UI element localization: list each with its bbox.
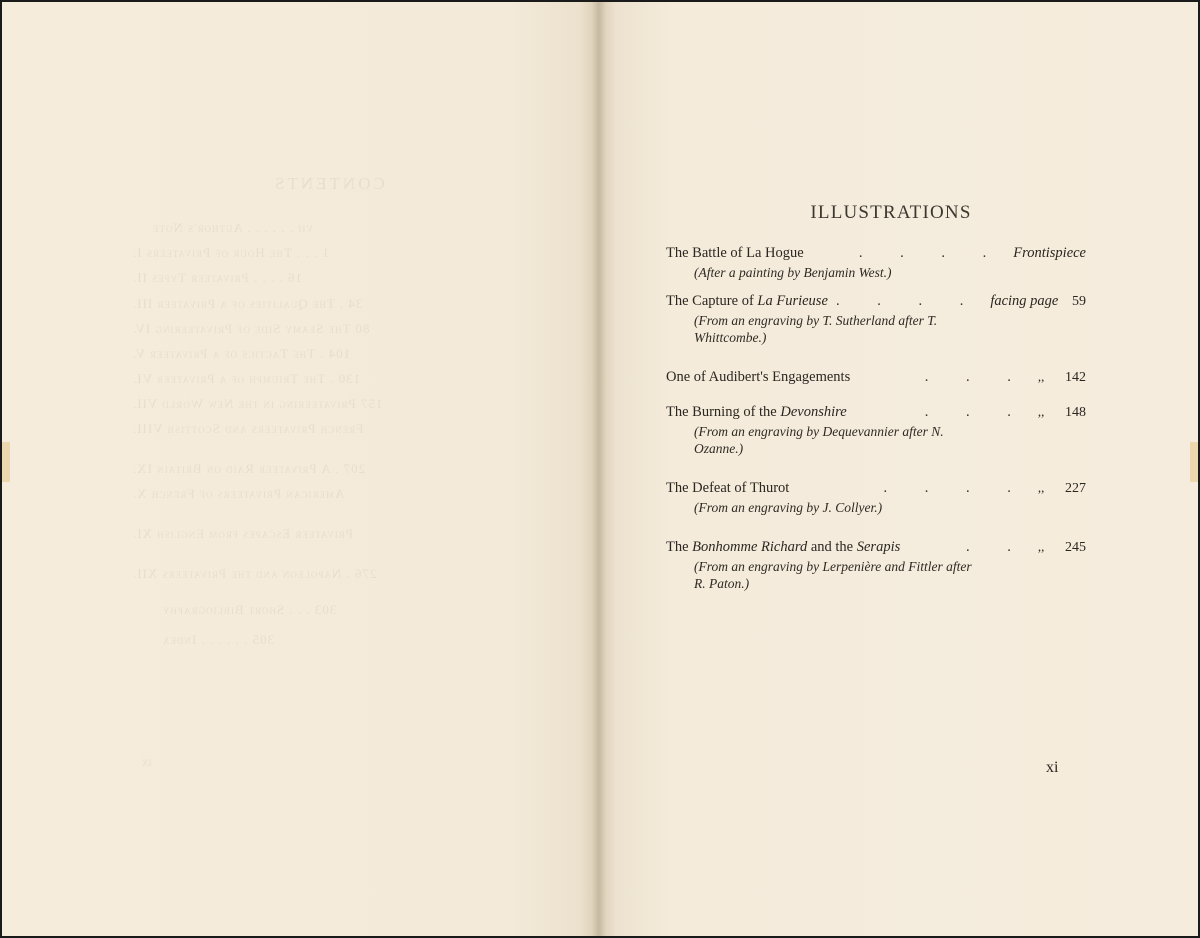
page-number: 59 [1072, 294, 1086, 309]
illustration-entry [666, 367, 1086, 387]
leader-dots: . . . . [883, 480, 1028, 496]
entry-page-ref [1038, 478, 1086, 498]
bleed-through-line: 16 . . . . Privateer Types II. [132, 270, 302, 285]
entry-page-ref [990, 292, 1086, 311]
entry-title-row [666, 478, 1086, 498]
book-spread [2, 2, 1198, 936]
bleed-through-line: 80 The Seamy Side of Privateering IV. [132, 321, 370, 336]
entry-credit: (After a painting by Benjamin West.) [694, 265, 892, 280]
entry-page-ref [1013, 244, 1086, 263]
entry-credit: (From an engraving by T. Sutherland after T. Whittcombe.) [694, 313, 938, 345]
bleed-through-line: vii . . . . . . Author's Note [152, 220, 313, 235]
bleed-through-heading: CONTENTS [272, 174, 385, 193]
page-number: 148 [1065, 405, 1086, 420]
entry-title: One of Audibert's Engagements [666, 369, 851, 385]
bleed-through-line: 207 . A Privateer Raid on Britain IX. [132, 461, 366, 476]
entry-title-row [666, 402, 1086, 422]
title-italic: Bonhomme Richard [692, 539, 808, 555]
bleed-through-folio: ix [142, 754, 152, 769]
title-italic: Devonshire [780, 404, 847, 420]
entry-page-ref [1038, 537, 1086, 557]
entry-title [666, 538, 900, 557]
illustration-entry [666, 402, 1086, 457]
bleed-through-line: 130 . The Triumph of a Privateer VI. [132, 371, 361, 386]
title-italic: La Furieuse [757, 293, 828, 309]
page-number: 142 [1065, 370, 1086, 385]
entry-title: The Battle of La Hogue [666, 245, 804, 261]
page-number: 227 [1065, 481, 1086, 496]
page-number: 245 [1065, 540, 1086, 555]
page-edge-stain [2, 442, 10, 482]
ditto-mark: ,, [1037, 404, 1045, 419]
entry-title [666, 292, 828, 311]
ditto-mark: ,, [1037, 539, 1045, 554]
illustration-entry [666, 292, 1086, 346]
title-text: The Burning of the [666, 404, 781, 420]
bleed-through-line: Privateer Escapes from English XI. [132, 526, 353, 541]
page-heading: ILLUSTRATIONS [810, 202, 972, 223]
book-gutter [592, 2, 606, 936]
bleed-through-line: 303 . . . Short Bibliography [162, 602, 337, 617]
page-label: facing page [990, 293, 1059, 309]
entry-title-row [666, 292, 1086, 311]
entry-credit: (From an engraving by J. Collyer.) [694, 500, 883, 515]
leader-dots: . . . . [858, 245, 1004, 261]
bleed-through-line: 104 . The Tactics of a Privateer V. [132, 346, 351, 361]
entry-credit: (From an engraving by Dequevannier after N. Ozanne.) [694, 424, 944, 456]
entry-page-ref [1038, 402, 1086, 422]
bleed-through-line: French Privateers and Scottish VIII. [132, 421, 364, 436]
entry-title [666, 403, 847, 422]
illustrations-list [666, 202, 1086, 603]
ditto-mark: ,, [1037, 480, 1045, 495]
ditto-mark: ,, [1037, 369, 1045, 384]
title-italic: Serapis [856, 539, 901, 555]
left-page [2, 2, 598, 936]
bleed-through-line: 34 . The Qualities of a Privateer III. [132, 296, 363, 311]
illustration-entry [666, 244, 1086, 281]
title-text: The [666, 539, 693, 555]
bleed-through-line: 276 . Napoleon and the Privateers XII. [132, 566, 377, 581]
page-folio: xi [1046, 759, 1059, 776]
bleed-through-line: 157 Privateering in the New World VII. [132, 396, 383, 411]
entry-title-row [666, 537, 1086, 557]
entry-credit: (From an engraving by Lerpenière and Fittler after R. Paton.) [694, 559, 972, 591]
entry-page-ref [1038, 367, 1086, 387]
illustration-entry [666, 537, 1086, 592]
entry-title: The Defeat of Thurot [666, 480, 790, 496]
page-edge-stain [1190, 442, 1198, 482]
leader-dots: . . . . [835, 293, 981, 309]
bleed-through-line: American Privateers of French X. [132, 486, 345, 501]
entry-title-row [666, 367, 1086, 387]
bleed-through-line: 305 . . . . . . Index [162, 632, 275, 647]
title-text: and the [807, 539, 857, 555]
page-label: Frontispiece [1013, 245, 1086, 261]
leader-dots: . . . [924, 404, 1028, 420]
entry-title-row [666, 244, 1086, 263]
leader-dots: . . . [924, 369, 1028, 385]
bleed-through-line: 1 . . . The Hour of Privateers I. [132, 245, 329, 260]
title-text: The Capture of [666, 293, 758, 309]
leader-dots: . . [966, 539, 1028, 555]
illustration-entry [666, 478, 1086, 516]
